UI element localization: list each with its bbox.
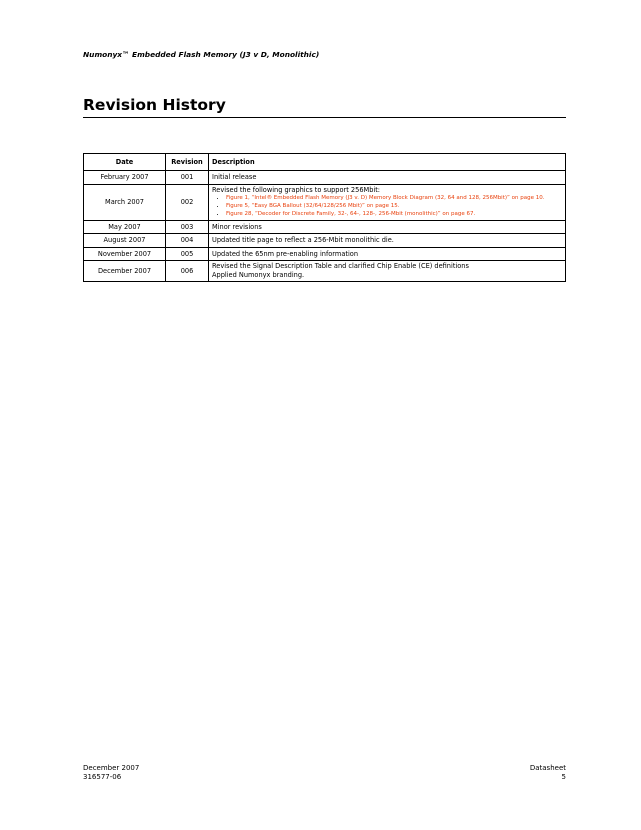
footer-date: December 2007 xyxy=(83,764,140,772)
row-revision: 001 xyxy=(166,171,209,185)
figure-link[interactable]: Figure 1, “Intel® Embedded Flash Memory (J3 v. D) Memory Block Diagram (32, 64 and 128, 256Mbit)” on page 10. xyxy=(226,194,545,201)
row-revision: 002 xyxy=(166,184,209,220)
row-date: August 2007 xyxy=(84,234,166,248)
footer-left xyxy=(83,764,139,782)
row-date: March 2007 xyxy=(84,184,166,220)
row-revision: 003 xyxy=(166,220,209,234)
row-description: Minor revisions xyxy=(209,220,566,234)
row-revision: 005 xyxy=(166,247,209,261)
row-date: May 2007 xyxy=(84,220,166,234)
footer-right xyxy=(530,764,566,782)
list-item xyxy=(226,195,562,203)
list-item xyxy=(226,203,562,211)
row-date: November 2007 xyxy=(84,247,166,261)
row-revision: 006 xyxy=(166,261,209,282)
table-row xyxy=(84,220,566,234)
table-row xyxy=(84,184,566,220)
row-description-line2: Applied Numonyx branding. xyxy=(212,271,305,280)
table-row xyxy=(84,261,566,282)
footer-page-number: 5 xyxy=(561,773,566,782)
row-description: Revised the following graphics to support 256Mbit: xyxy=(212,185,381,194)
row-description-cell xyxy=(209,261,566,282)
page-title: Revision History xyxy=(83,96,566,118)
row-description: Updated title page to reflect a 256-Mbit monolithic die. xyxy=(209,234,566,248)
row-description: Revised the Signal Description Table and clarified Chip Enable (CE) definitions xyxy=(212,262,469,271)
column-header-date: Date xyxy=(84,154,166,171)
row-description: Initial release xyxy=(209,171,566,185)
running-header: Numonyx™ Embedded Flash Memory (J3 v D, Monolithic) xyxy=(83,50,320,59)
footer-doc-type: Datasheet xyxy=(529,764,566,772)
row-date: December 2007 xyxy=(84,261,166,282)
figure-link[interactable]: Figure 5, “Easy BGA Ballout (32/64/128/256 Mbit)” on page 15. xyxy=(226,202,400,209)
footer-order-number: 316577-06 xyxy=(83,773,122,782)
table-header-row xyxy=(84,154,566,171)
column-header-revision: Revision xyxy=(166,154,209,171)
table-row xyxy=(84,234,566,248)
figure-link-list xyxy=(212,195,562,219)
column-header-description: Description xyxy=(209,154,566,171)
figure-link[interactable]: Figure 28, “Decoder for Discrete Family, 32-, 64-, 128-, 256-Mbit (monolithic)” on page 67. xyxy=(226,210,476,217)
revision-history-table xyxy=(83,153,566,282)
row-description: Updated the 65nm pre-enabling information xyxy=(209,247,566,261)
row-date: February 2007 xyxy=(84,171,166,185)
row-revision: 004 xyxy=(166,234,209,248)
list-item xyxy=(226,211,562,219)
table-row xyxy=(84,171,566,185)
table-row xyxy=(84,247,566,261)
row-description-cell xyxy=(209,184,566,220)
